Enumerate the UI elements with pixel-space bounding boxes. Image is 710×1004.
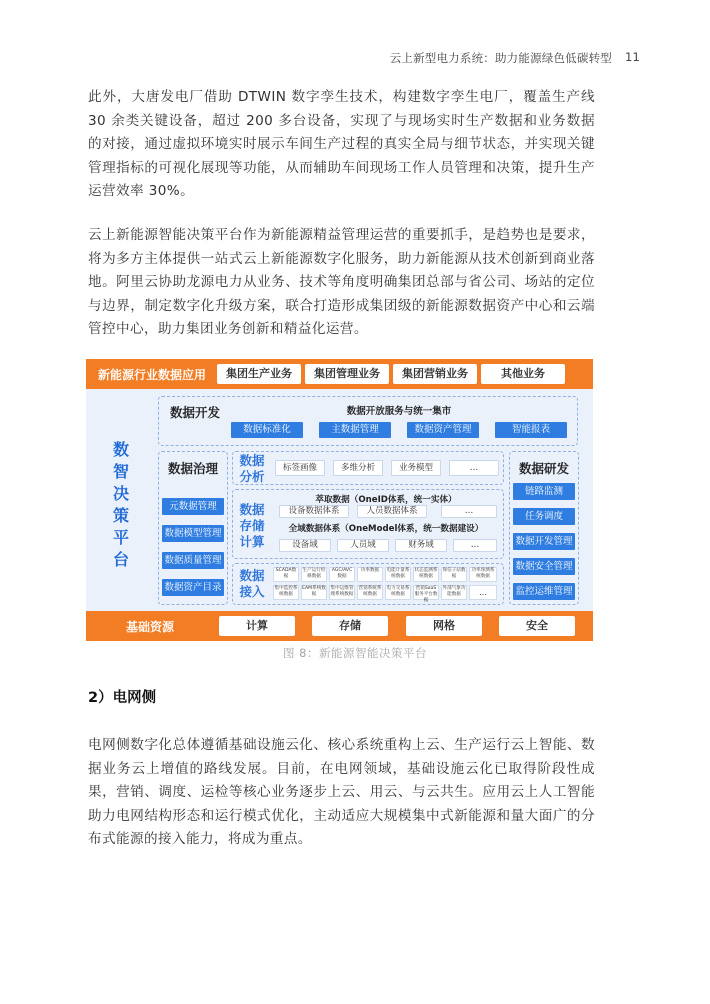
research-item: 链路监测 xyxy=(513,483,575,500)
ingest-source: 营销系统系统数据 xyxy=(357,585,383,600)
top-bar-title: 新能源行业数据应用 xyxy=(98,368,207,382)
running-title: 云上新型电力系统：助力能源绿色低碳转型 xyxy=(389,51,612,65)
ingest-source: … xyxy=(469,585,497,600)
storage-head-oneid: 萃取数据（OneID体系，统一实体） xyxy=(315,495,457,505)
data-storage-label: 数据存储计算 xyxy=(239,502,265,549)
data-ingestion-label: 数据接入 xyxy=(239,568,265,599)
dev-item: 数据标准化 xyxy=(231,422,303,438)
analysis-item: 标签画像 xyxy=(275,460,325,476)
top-bar-item: 集团生产业务 xyxy=(217,364,301,384)
storage-row1-item: 人员数据体系 xyxy=(357,505,427,518)
dev-item: 数据资产管理 xyxy=(407,422,479,438)
analysis-item: … xyxy=(449,460,499,476)
bottom-bar-item: 存储 xyxy=(312,616,388,636)
bottom-bar-item: 安全 xyxy=(499,616,575,636)
paragraph-grid-side: 电网侧数字化总体遵循基础设施云化、核心系统重构上云、生产运行云上智能、数据业务云上增值的路线发展。目前，在电网领域，基础设施云化已取得阶段性成果，营销、调度、运检等核心业务逐步上云、用云、与云共生。应用云上人工智能助力电网结构形态和运行模式优化，主动适应大规模集中式新能源和量大面广的分布式能源的接入能力，将成为重点。 xyxy=(88,737,595,848)
section-heading: 2）电网侧 xyxy=(88,690,157,706)
data-research-label: 数据研发 xyxy=(518,461,569,476)
dev-item: 智能报表 xyxy=(495,422,567,438)
governance-item: 数据质量管理 xyxy=(162,552,224,569)
research-item: 任务调度 xyxy=(513,508,575,525)
ingest-source: 电力交易系统数据 xyxy=(385,585,411,600)
storage-row1-item: … xyxy=(441,505,497,518)
storage-row2-item: 财务域 xyxy=(395,539,447,552)
data-research-box xyxy=(509,451,579,605)
data-analysis-box xyxy=(232,451,504,485)
data-open-service-header: 数据开放服务与统一集市 xyxy=(346,406,452,417)
data-development-label: 数据开发 xyxy=(169,405,220,420)
governance-item: 元数据管理 xyxy=(162,498,224,515)
ingest-source: 状态监测系统数据 xyxy=(413,567,439,582)
dev-item: 主数据管理 xyxy=(319,422,391,438)
paragraph-new-energy-platform: 云上新能源智能决策平台作为新能源精益管理运营的重要抓手，是趋势也是要求，将为多方主体提供一站式云上新能源数字化服务，助力新能源从技术创新到商业落地。阿里云协助龙源电力从业务、技术等角度明确集团总部与省公司、场站的定位与边界，制定数字化升级方案，联合打造形成集团级的新能源数据资产中心和云端管控中心，助力集团业务创新和精益化运营。 xyxy=(88,227,595,338)
ingest-source: 功率预测系统数据 xyxy=(469,567,497,582)
ingest-source: 保信子站数据 xyxy=(441,567,467,582)
data-governance-box xyxy=(158,451,228,605)
ingest-source: 集中监控系统数据 xyxy=(273,585,299,600)
research-item: 数据开发管理 xyxy=(513,533,575,550)
bottom-bar-item: 网格 xyxy=(406,616,482,636)
storage-row1-item: 设备数据体系 xyxy=(279,505,349,518)
analysis-item: 多维分析 xyxy=(333,460,383,476)
ingest-source: 外部气象功能数据 xyxy=(441,585,467,600)
data-analysis-label: 数据分析 xyxy=(239,453,265,484)
ingest-source: 电能计量系统数据 xyxy=(385,567,411,582)
analysis-item: 业务模型 xyxy=(391,460,441,476)
ingest-source: SCADA数据 xyxy=(273,567,299,582)
figure-caption: 图 8：新能源智能决策平台 xyxy=(283,646,427,660)
page-number: 11 xyxy=(624,50,640,64)
industry-data-application-bar xyxy=(86,359,593,389)
ingest-source: 生产运行检修数据 xyxy=(301,567,327,582)
data-governance-label: 数据治理 xyxy=(167,461,218,476)
base-resources-bar xyxy=(86,611,593,641)
top-bar-item: 集团管理业务 xyxy=(305,364,389,384)
data-development-box xyxy=(158,396,578,446)
research-item: 数据安全管理 xyxy=(513,558,575,575)
bottom-bar-item: 计算 xyxy=(219,616,295,636)
governance-item: 数据资产目录 xyxy=(162,579,224,596)
top-bar-item: 集团营销业务 xyxy=(393,364,477,384)
ingest-source: 功率数据 xyxy=(357,567,383,582)
governance-item: 数据模型管理 xyxy=(162,525,224,542)
data-ingestion-box xyxy=(232,563,504,605)
bottom-bar-title: 基础资源 xyxy=(126,620,175,634)
paragraph-dtwin: 此外，大唐发电厂借助 DTWIN 数字孪生技术，构建数字孪生电厂，覆盖生产线 30 余类关键设备，超过 200 多台设备，实现了与现场实时生产数据和业务数据的对接，通过虚拟环境实时展示车间生产过程的真实全局与细节状态，并实现关键管理指标的可视化展现等功能，从而辅助车间现场工作人员管理和决策，提升生产运营效率 30%。 xyxy=(88,89,595,200)
ingest-source: AGC/AVC数据 xyxy=(329,567,355,582)
storage-row2-item: 设备域 xyxy=(279,539,331,552)
new-energy-decision-platform-diagram xyxy=(86,359,593,641)
storage-row2-item: 人员域 xyxy=(337,539,389,552)
running-header xyxy=(389,50,640,66)
ingest-source: 营销SaaS服务平台数据 xyxy=(414,586,438,603)
research-item: 监控运维管理 xyxy=(513,583,575,600)
top-bar-item: 其他业务 xyxy=(481,364,565,384)
ingest-source: EAM系统数据 xyxy=(301,585,327,600)
storage-head-onemodel: 全域数据体系（OneModel体系，统一数据建设） xyxy=(288,524,484,534)
ingest-source: 集中运维管理系统数据 xyxy=(329,585,355,600)
platform-side-title: 数智决策平台 xyxy=(112,440,129,569)
data-storage-compute-box xyxy=(232,489,504,559)
storage-row2-item: … xyxy=(453,539,497,552)
